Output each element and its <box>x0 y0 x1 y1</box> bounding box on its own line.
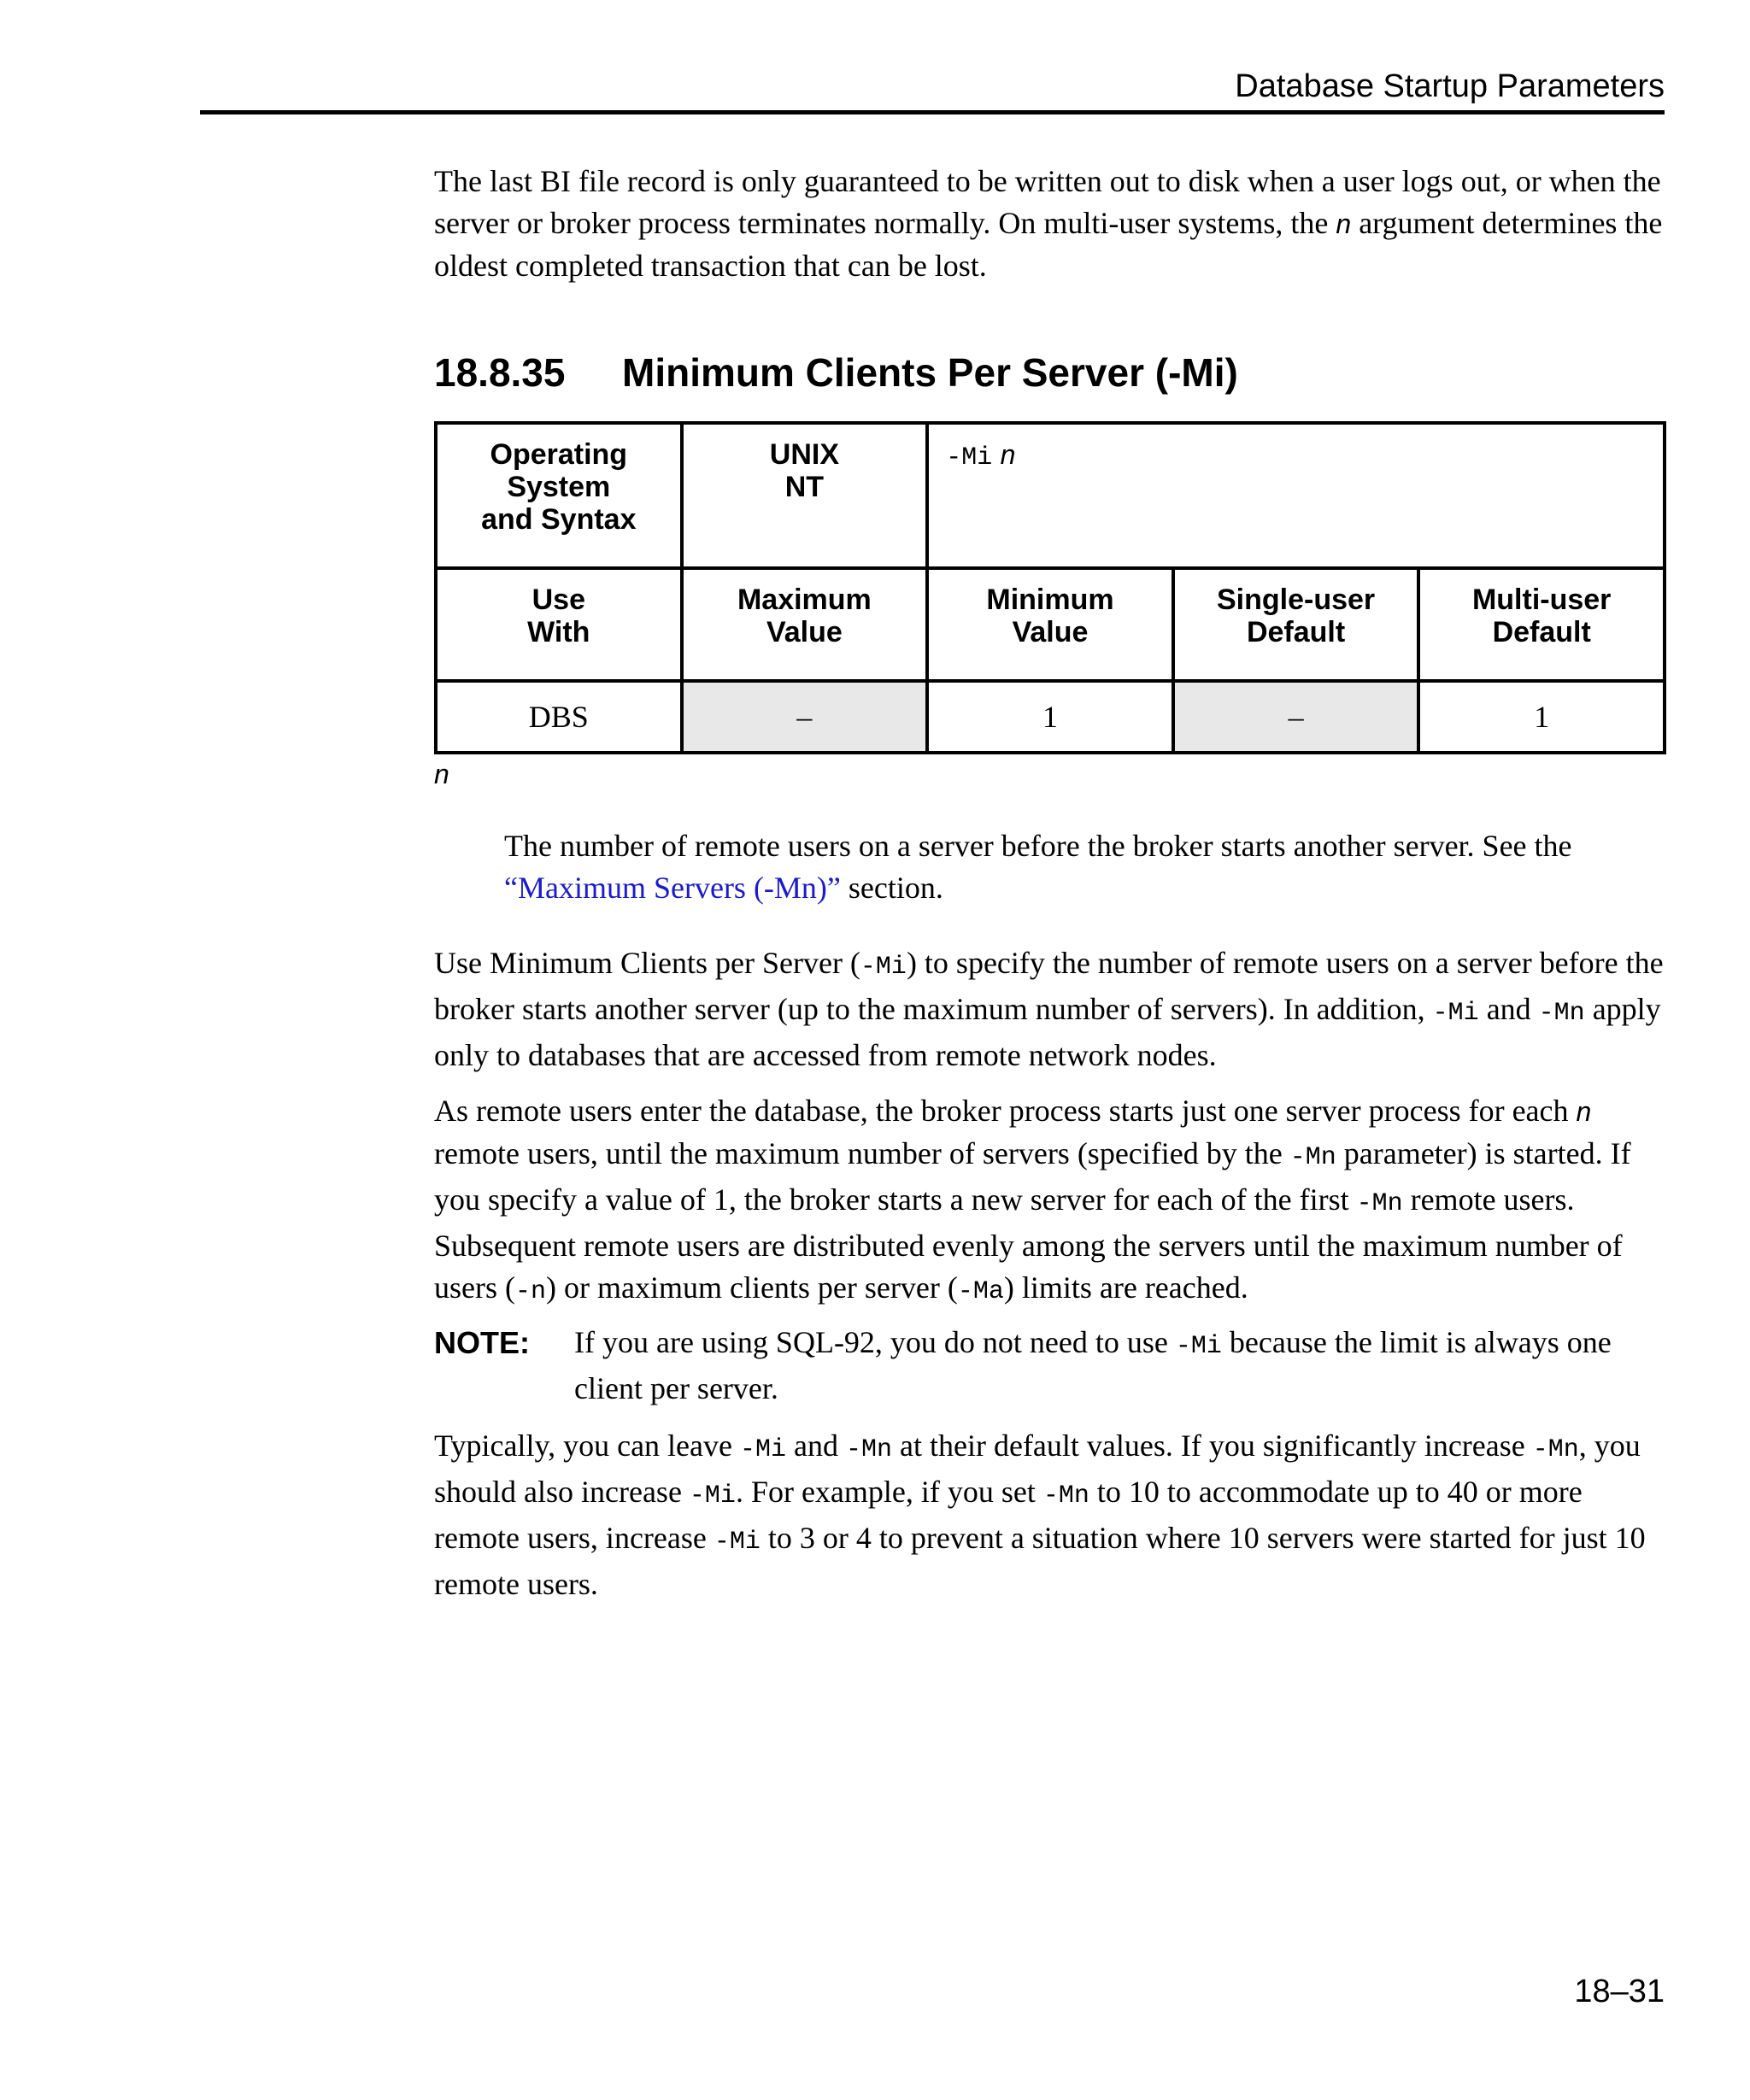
cell-maximum-value: – <box>682 681 928 753</box>
note-label: NOTE: <box>434 1325 530 1360</box>
os-syntax-label-cell: Operating System and Syntax <box>436 423 682 568</box>
intro-paragraph: The last BI file record is only guaranteed to be written out to disk when a user logs out, or when the server or broker process terminates normally. On multi-user systems, the n argument determines the oldest completed transaction that can be lost. <box>434 164 1663 283</box>
page-number: 18–31 <box>1574 1974 1665 2009</box>
maximum-servers-link[interactable]: “Maximum Servers (-Mn)” <box>504 871 841 905</box>
note-text: If you are using SQL-92, you do not need to use -Mi because the limit is always one client per server. <box>574 1325 1612 1405</box>
header-maximum-value: Maximum Value <box>682 568 928 681</box>
definition-text: The number of remote users on a server before the broker starts another server. See the “Maximum Servers (-Mn)” section. <box>504 829 1572 905</box>
table-row <box>436 681 1665 753</box>
header-single-user-default: Single-user Default <box>1173 568 1419 681</box>
cell-use-with: DBS <box>436 681 682 753</box>
paragraph-remote-users: As remote users enter the database, the broker process starts just one server process for each n remote users, until the maximum number of servers (specified by the -Mn parameter) is started. If you specify a value of 1, the broker starts a new server for each of the first -Mn remote users. Subsequent remote users are distributed evenly among the servers until the maximum number of users (-n) or maximum clients per server (-Ma) limits are reached. <box>434 1094 1631 1306</box>
header-rule <box>200 110 1665 114</box>
header-use-with: Use With <box>436 568 682 681</box>
section-heading <box>434 349 1238 396</box>
header-minimum-value: Minimum Value <box>927 568 1173 681</box>
section-title: Minimum Clients Per Server (-Mi) <box>622 350 1238 395</box>
syntax-cell: -Mi n <box>927 423 1665 568</box>
cell-multi-user-default: 1 <box>1418 681 1665 753</box>
section-number: 18.8.35 <box>434 350 566 395</box>
os-values-cell: UNIX NT <box>682 423 928 568</box>
parameter-table <box>434 421 1666 754</box>
paragraph-use-mi: Use Minimum Clients per Server (-Mi) to specify the number of remote users on a server before the broker starts another server (up to the maximum number of servers). In addition, -Mi and -Mn apply only to databases that are accessed from remote network nodes. <box>434 946 1664 1072</box>
definition-term: n <box>434 759 449 789</box>
cell-minimum-value: 1 <box>927 681 1173 753</box>
paragraph-defaults: Typically, you can leave -Mi and -Mn at their default values. If you significantly increase -Mn, you should also increase -Mi. For example, if you set -Mn to 10 to accommodate up to 40 or more remote users, increase -Mi to 3 or 4 to prevent a situation where 10 servers were started for just 10 remote users. <box>434 1428 1646 1601</box>
cell-single-user-default: – <box>1173 681 1419 753</box>
running-header: Database Startup Parameters <box>1235 68 1665 104</box>
header-multi-user-default: Multi-user Default <box>1418 568 1665 681</box>
